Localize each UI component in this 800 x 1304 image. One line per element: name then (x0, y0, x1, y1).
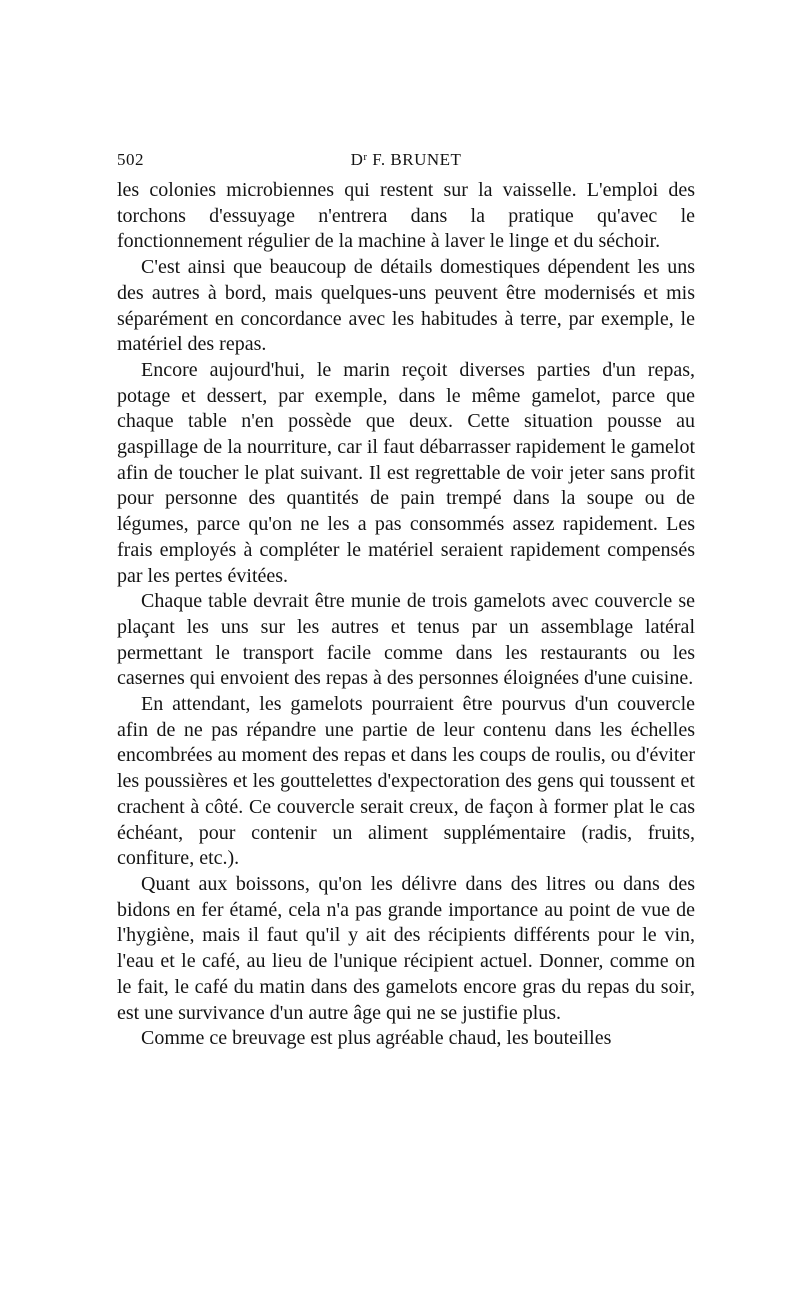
paragraph: Quant aux boissons, qu'on les délivre dans des litres ou dans des bidons en fer étamé, cela n'a pas grande importance au point de vue de l'hygiène, mais il faut qu'il y ait des récipients différents pour le vin, l'eau et le café, au lieu de l'unique récipient actuel. Donner, comme on le fait, le café du matin dans des gamelots encore gras du repas du soir, est une survivance d'un autre âge qui ne se justifie plus. (117, 872, 695, 1024)
page-number: 502 (117, 150, 144, 169)
body-text (117, 178, 695, 1052)
paragraph-incomplete: Comme ce breuvage est plus agréable chaud, les bouteilles (141, 1027, 612, 1050)
running-head (117, 150, 695, 178)
paragraph: C'est ainsi que beaucoup de détails domestiques dépendent les uns des autres à bord, mais quelques-uns peuvent être modernisés et mis séparément en concordance avec les habitudes à terre, par exemple, le matériel des repas. (117, 256, 695, 356)
book-page (117, 150, 695, 1052)
paragraph-continuation: les colonies microbiennes qui restent sur la vaisselle. L'emploi des torchons d'essuyage n'entrera dans la pratique qu'avec le fonctionnement régulier de la machine à laver le linge et du séchoir. (117, 179, 695, 253)
author-title-superscript: r (363, 151, 368, 163)
author-prefix: D (350, 150, 364, 169)
paragraph: Encore aujourd'hui, le marin reçoit diverses parties d'un repas, potage et dessert, par exemple, dans le même gamelot, parce que chaque table n'en possède que deux. Cette situation pousse au gaspillage de la nourriture, car il faut débarrasser rapidement le gamelot afin de toucher le plat suivant. Il est regrettable de voir jeter sans profit pour personne des quantités de pain trempé dans la soupe ou de légumes, parce qu'on ne les a pas consommés assez rapidement. Les frais employés à compléter le matériel seraient rapidement compensés par les pertes évitées. (117, 358, 695, 587)
paragraph: Chaque table devrait être munie de trois gamelots avec couvercle se plaçant les uns sur les autres et tenus par un assemblage latéral permettant le transport facile comme dans les restaurants ou les casernes qui envoient des repas à des personnes éloignées d'une cuisine. (117, 590, 695, 690)
author-header (117, 150, 695, 170)
author-name: F. BRUNET (372, 150, 462, 169)
paragraph: En attendant, les gamelots pourraient être pourvus d'un couvercle afin de ne pas répandre une partie de leur contenu dans les échelles encombrées au moment des repas et dans les coups de roulis, ou d'éviter les poussières et les gouttelettes d'expectoration des gens qui toussent et crachent à côté. Ce couvercle serait creux, de façon à former plat le cas échéant, pour contenir un aliment supplémentaire (radis, fruits, confiture, etc.). (117, 693, 695, 870)
